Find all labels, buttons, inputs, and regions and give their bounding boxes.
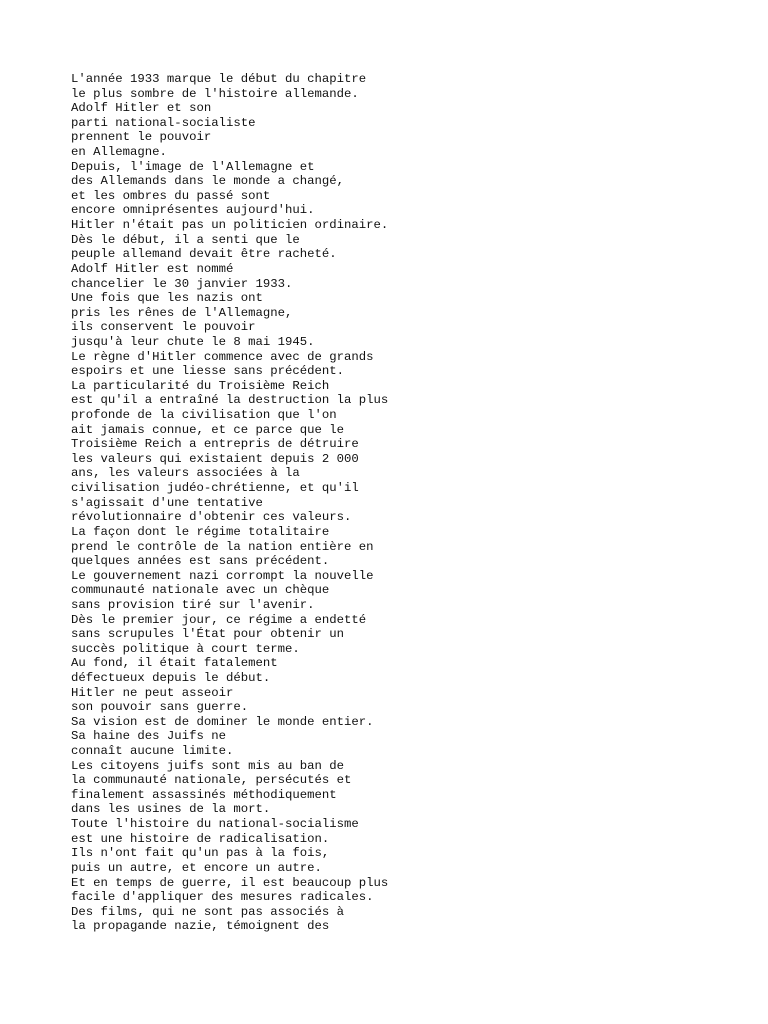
text-line: sans provision tiré sur l'avenir. xyxy=(71,597,315,612)
text-line: est qu'il a entraîné la destruction la plus xyxy=(71,393,389,408)
text-line: sans scrupules l'État pour obtenir un xyxy=(71,627,345,642)
text-line: finalement assassinés méthodiquement xyxy=(71,787,337,802)
text-line: dans les usines de la mort. xyxy=(71,802,271,817)
text-line: est une histoire de radicalisation. xyxy=(71,831,330,846)
text-line: la communauté nationale, persécutés et xyxy=(71,773,352,788)
text-line: chancelier le 30 janvier 1933. xyxy=(71,276,293,291)
text-line: civilisation judéo-chrétienne, et qu'il xyxy=(71,481,359,496)
text-line: ait jamais connue, et ce parce que le xyxy=(71,422,345,437)
text-line: Et en temps de guerre, il est beaucoup plus xyxy=(71,875,389,890)
text-line: en Allemagne. xyxy=(71,145,167,160)
text-line: Ils n'ont fait qu'un pas à la fois, xyxy=(71,846,330,861)
text-line: Troisième Reich a entrepris de détruire xyxy=(71,437,359,452)
text-line: Hitler n'était pas un politicien ordinaire. xyxy=(71,218,389,233)
text-line: révolutionnaire d'obtenir ces valeurs. xyxy=(71,510,352,525)
text-line: s'agissait d'une tentative xyxy=(71,495,263,510)
text-line: Toute l'histoire du national-socialisme xyxy=(71,817,359,832)
text-line: Adolf Hitler est nommé xyxy=(71,261,234,276)
text-line: prennent le pouvoir xyxy=(71,130,212,145)
text-line: Une fois que les nazis ont xyxy=(71,291,263,306)
text-line: communauté nationale avec un chèque xyxy=(71,583,330,598)
text-line: Les citoyens juifs sont mis au ban de xyxy=(71,758,345,773)
text-line: connaît aucune limite. xyxy=(71,744,234,759)
text-line: les valeurs qui existaient depuis 2 000 xyxy=(71,451,359,466)
text-line: La façon dont le régime totalitaire xyxy=(71,524,330,539)
text-line: la propagande nazie, témoignent des xyxy=(71,919,330,934)
text-line: Au fond, il était fatalement xyxy=(71,656,278,671)
text-line: son pouvoir sans guerre. xyxy=(71,700,249,715)
text-line: Dès le premier jour, ce régime a endetté xyxy=(71,612,367,627)
text-line: Hitler ne peut asseoir xyxy=(71,685,234,700)
text-line: L'année 1933 marque le début du chapitre xyxy=(71,72,367,86)
text-line: puis un autre, et encore un autre. xyxy=(71,860,322,875)
text-line: parti national-socialiste xyxy=(71,115,256,130)
text-line: ans, les valeurs associées à la xyxy=(71,466,300,481)
text-line: le plus sombre de l'histoire allemande. xyxy=(71,86,359,101)
text-line: ils conservent le pouvoir xyxy=(71,320,256,335)
text-line: Des films, qui ne sont pas associés à xyxy=(71,904,345,919)
text-line: jusqu'à leur chute le 8 mai 1945. xyxy=(71,334,315,349)
text-line: succès politique à court terme. xyxy=(71,641,300,656)
text-line: Adolf Hitler et son xyxy=(71,101,212,116)
text-line: Dès le début, il a senti que le xyxy=(71,232,300,247)
text-line: espoirs et une liesse sans précédent. xyxy=(71,364,345,379)
text-line: pris les rênes de l'Allemagne, xyxy=(71,305,293,320)
document-text xyxy=(71,72,388,934)
text-line: Depuis, l'image de l'Allemagne et xyxy=(71,159,315,174)
text-line: Le gouvernement nazi corrompt la nouvelle xyxy=(71,568,374,583)
text-line: Sa haine des Juifs ne xyxy=(71,729,226,744)
text-line: encore omniprésentes aujourd'hui. xyxy=(71,203,315,218)
text-line: facile d'appliquer des mesures radicales. xyxy=(71,890,374,905)
text-line: profonde de la civilisation que l'on xyxy=(71,408,337,423)
text-line: La particularité du Troisième Reich xyxy=(71,378,330,393)
text-line: Sa vision est de dominer le monde entier. xyxy=(71,714,374,729)
text-line: quelques années est sans précédent. xyxy=(71,554,330,569)
text-line: et les ombres du passé sont xyxy=(71,188,271,203)
text-line: prend le contrôle de la nation entière en xyxy=(71,539,374,554)
text-line: des Allemands dans le monde a changé, xyxy=(71,174,345,189)
text-line: Le règne d'Hitler commence avec de grands xyxy=(71,349,374,364)
text-line: défectueux depuis le début. xyxy=(71,670,271,685)
text-line: peuple allemand devait être racheté. xyxy=(71,247,337,262)
